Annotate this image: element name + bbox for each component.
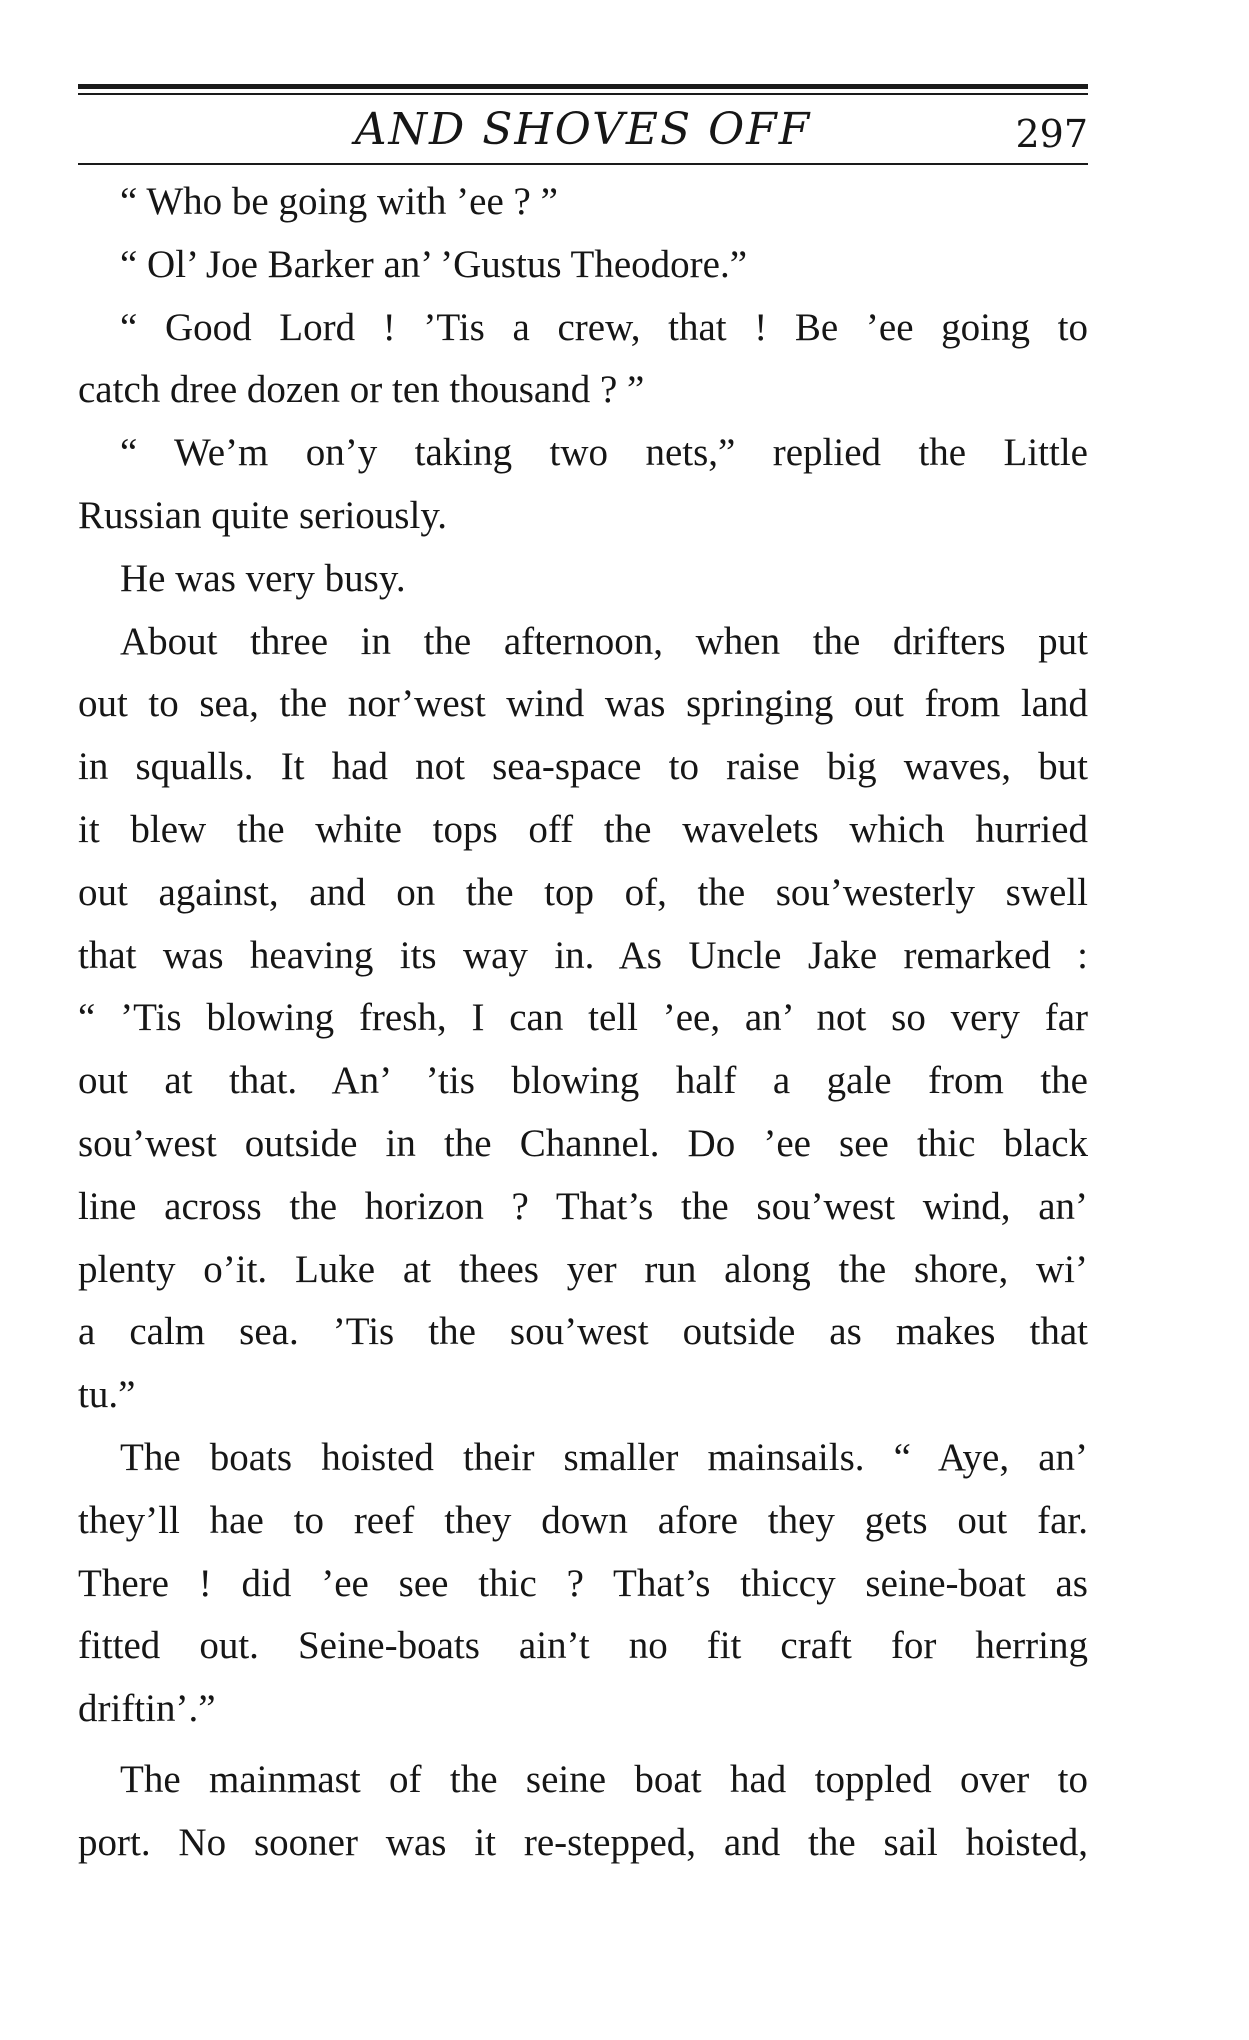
paragraph-gap bbox=[78, 1741, 1088, 1749]
text-line: catch dree dozen or ten thousand ? ” bbox=[78, 368, 645, 412]
text-line: The boats hoisted their smaller mainsails. “ Aye, an’ bbox=[120, 1435, 1088, 1479]
body-text bbox=[78, 165, 1088, 1875]
text-line: He was very busy. bbox=[120, 556, 406, 600]
text-line: out to sea, the nor’west wind was springing out from land bbox=[78, 682, 1088, 726]
running-head: AND SHOVES OFF bbox=[354, 104, 812, 155]
text-line: “ Ol’ Joe Barker an’ ’Gustus Theodore.” bbox=[120, 242, 748, 286]
text-line: a calm sea. ’Tis the sou’west outside as makes that bbox=[78, 1310, 1088, 1354]
book-page bbox=[78, 84, 1088, 1875]
text-line: plenty o’it. Luke at thees yer run along the shore, wi’ bbox=[78, 1247, 1088, 1291]
text-line: Russian quite seriously. bbox=[78, 493, 448, 537]
text-line: About three in the afternoon, when the drifters put bbox=[120, 619, 1088, 663]
text-line: out at that. An’ ’tis blowing half a gale from the bbox=[78, 1059, 1088, 1103]
text-line: “ We’m on’y taking two nets,” replied the Little bbox=[120, 431, 1088, 475]
header-rule-thick bbox=[78, 84, 1088, 89]
text-line: out against, and on the top of, the sou’westerly swell bbox=[78, 870, 1088, 914]
text-line: driftin’.” bbox=[78, 1687, 216, 1731]
text-line: The mainmast of the seine boat had toppled over to bbox=[120, 1757, 1088, 1801]
text-line: it blew the white tops off the wavelets which hurried bbox=[78, 807, 1088, 851]
text-line: There ! did ’ee see thic ? That’s thiccy seine-boat as bbox=[78, 1561, 1088, 1605]
text-line: that was heaving its way in. As Uncle Jake remarked : bbox=[78, 933, 1088, 977]
text-line: sou’west outside in the Channel. Do ’ee see thic black bbox=[78, 1121, 1088, 1165]
text-line: port. No sooner was it re-stepped, and the sail hoisted, bbox=[78, 1820, 1088, 1864]
text-line: “ Who be going with ’ee ? ” bbox=[120, 180, 558, 223]
page-number: 297 bbox=[1015, 112, 1088, 156]
text-line: fitted out. Seine-boats ain’t no fit craft for herring bbox=[78, 1624, 1088, 1668]
text-line: “ Good Lord ! ’Tis a crew, that ! Be ’ee going to bbox=[120, 305, 1088, 349]
text-line: “ ’Tis blowing fresh, I can tell ’ee, an’ not so very far bbox=[78, 996, 1088, 1040]
text-line: in squalls. It had not sea-space to raise big waves, but bbox=[78, 745, 1088, 789]
page-header bbox=[78, 95, 1088, 163]
text-line: line across the horizon ? That’s the sou’west wind, an’ bbox=[78, 1184, 1088, 1228]
text-line: they’ll hae to reef they down afore they gets out far. bbox=[78, 1498, 1088, 1542]
text-line: tu.” bbox=[78, 1373, 136, 1417]
